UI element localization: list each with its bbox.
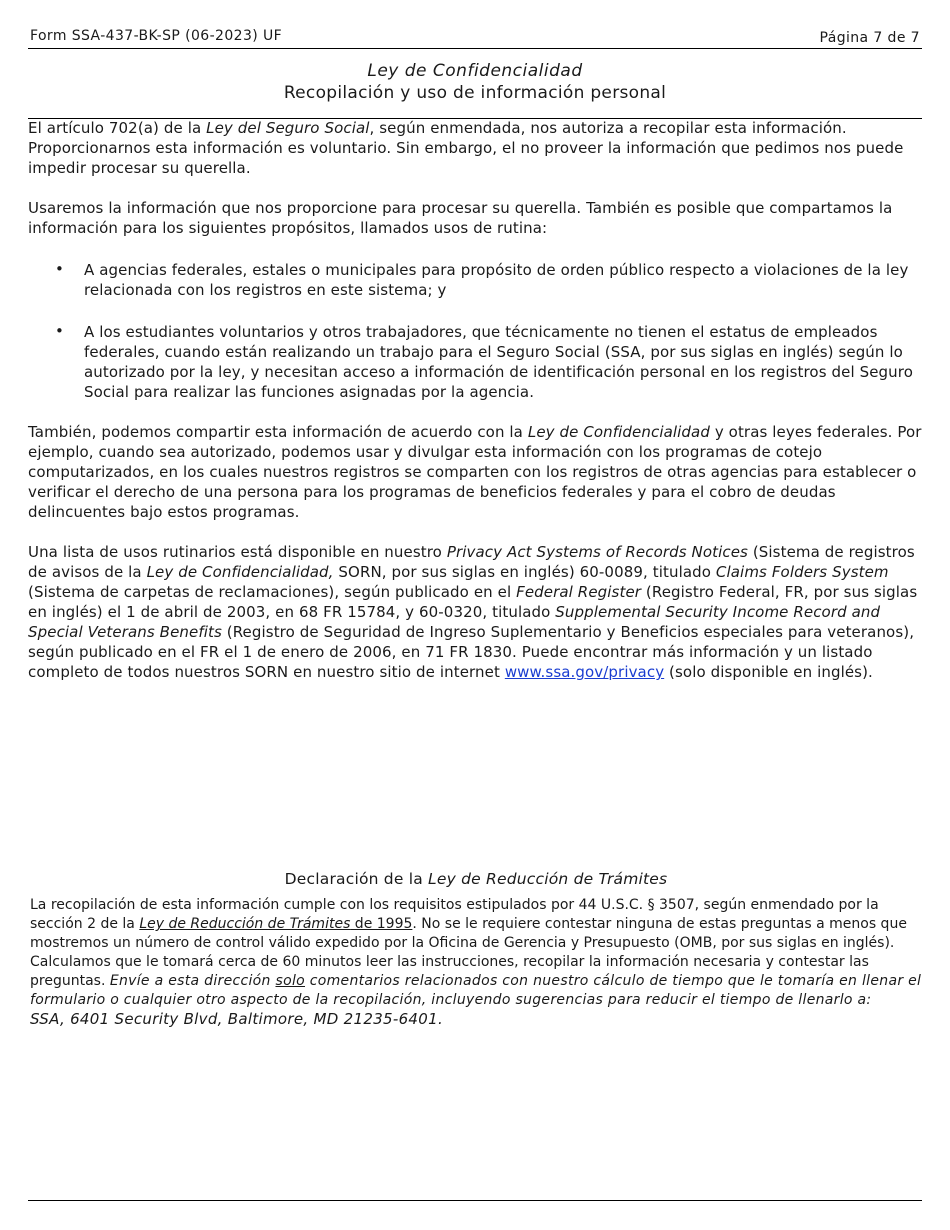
text-run: (solo disponible en inglés). [664, 663, 873, 681]
text-run: También, podemos compartir esta información de acuerdo con la [28, 423, 528, 441]
text-run: El artículo 702(a) de la [28, 119, 207, 137]
italic-run: Privacy Act Systems of Records Notices [446, 543, 748, 561]
italic-run: Federal Register [516, 583, 642, 601]
italic-run: Supplemental Security Income Record and Special Veterans Benefits [28, 603, 881, 641]
page-number: Página 7 de 7 [819, 30, 920, 46]
list-item-text: A los estudiantes voluntarios y otros trabajadores, que técnicamente no tienen el estatus de empleados federales, cuando están realizando un trabajo para el Seguro Social (SSA, por sus siglas en inglés) según lo autorizado por la ley, y necesitan acceso a información de identificación personal en los registros del Seguro Social para realizar las funciones asignadas por la agencia. [84, 323, 913, 401]
italic-run: Claims Folders System [715, 563, 889, 581]
paperwork-reduction-section [30, 870, 922, 1029]
bullet-icon: • [55, 260, 64, 278]
list-item-text: A agencias federales, estales o municipales para propósito de orden público respecto a violaciones de la ley relacionada con los registros en este sistema; y [84, 261, 909, 299]
text-run: (Registro Federal, FR, por sus siglas en inglés) el 1 de abril de 2003, en 68 FR 15784, y 60-0320, titulado [28, 583, 918, 621]
text-run: (Sistema de registros de avisos de la [28, 543, 915, 581]
privacy-paragraph-1 [28, 118, 924, 178]
underlined-italic-run: solo [275, 973, 305, 989]
privacy-title: Ley de Confidencialidad [367, 61, 583, 81]
paperwork-title [30, 870, 922, 889]
page-header [28, 28, 922, 49]
text-run: y otras leyes federales. Por ejemplo, cuando sea autorizado, podemos usar y divulgar esta información con los programas de cotejo computarizados, en los cuales nuestros registros se comparten con los registros de otras agencias para establecer o verificar el derecho de una persona para los programas de beneficios federales y para el cobro de deudas delincuentes bajo estos programas. [28, 423, 922, 521]
text-run: (Sistema de carpetas de reclamaciones), según publicado en el [28, 583, 517, 601]
text-run: (Registro de Seguridad de Ingreso Suplementario y Beneficios especiales para veteranos), según publicado en el FR el 1 de enero de 2006, en 71 FR 1830. Puede encontrar más información y un listado completo de todos nuestros SORN en nuestro sitio de internet [28, 623, 915, 681]
privacy-paragraph-4 [28, 542, 924, 682]
text-run: . No se le requiere contestar ninguna de estas preguntas a menos que mostremos un número de control válido expedido por la Oficina de Gerencia y Presupuesto (OMB, por sus siglas en inglés). Calculamos que le tomará cerca de 60 minutos leer las instrucciones, recopilar la información necesaria y contestar las preguntas. [30, 916, 907, 989]
italic-run: Ley de Reducción de Trámites [428, 870, 668, 888]
mailing-address: SSA, 6401 Security Blvd, Baltimore, MD 21235-6401. [30, 1010, 444, 1028]
underlined-italic-run: Ley de Reducción de Trámites [139, 916, 351, 932]
privacy-paragraph-3 [28, 422, 924, 522]
italic-run: Envíe a esta dirección [109, 973, 276, 989]
text-run: Una lista de usos rutinarios está disponible en nuestro [28, 543, 447, 561]
paperwork-paragraph [30, 896, 922, 1010]
privacy-title-block [28, 60, 922, 119]
list-item [28, 260, 924, 300]
document-page [28, 0, 922, 1230]
privacy-link[interactable]: www.ssa.gov/privacy [504, 663, 665, 681]
italic-run: Ley del Seguro Social [206, 119, 370, 137]
text-run: La recopilación de esta información cumple con los requisitos estipulados por 44 U.S.C. § 3507, según enmendado por la sección 2 de la [30, 897, 879, 932]
privacy-body [28, 118, 924, 682]
routine-uses-list [28, 260, 924, 402]
text-run: SORN, por sus siglas en inglés) 60-0089, titulado [333, 563, 716, 581]
italic-run: Ley de Confidencialidad [527, 423, 710, 441]
text-run: Declaración de la [284, 870, 429, 888]
privacy-subtitle: Recopilación y uso de información personal [283, 83, 667, 103]
form-id: Form SSA-437-BK-SP (06-2023) UF [30, 28, 283, 44]
footer-divider [28, 1200, 922, 1201]
privacy-paragraph-2: Usaremos la información que nos proporcione para procesar su querella. También es posible que compartamos la información para los siguientes propósitos, llamados usos de rutina: [28, 199, 893, 237]
underlined-run: de 1995 [350, 916, 413, 932]
list-item [28, 322, 924, 402]
italic-run: Ley de Confidencialidad, [146, 563, 334, 581]
bullet-icon: • [55, 322, 64, 340]
italic-run: comentarios relacionados con nuestro cálculo de tiempo que le tomaría en llenar el formulario o cualquier otro aspecto de la recopilación, incluyendo sugerencias para reducir el tiempo de llenarlo a: [30, 973, 922, 1008]
text-run: , según enmendada, nos autoriza a recopilar esta información. Proporcionarnos esta información es voluntario. Sin embargo, el no proveer la información que pedimos nos puede impedir procesar su querella. [28, 119, 904, 177]
